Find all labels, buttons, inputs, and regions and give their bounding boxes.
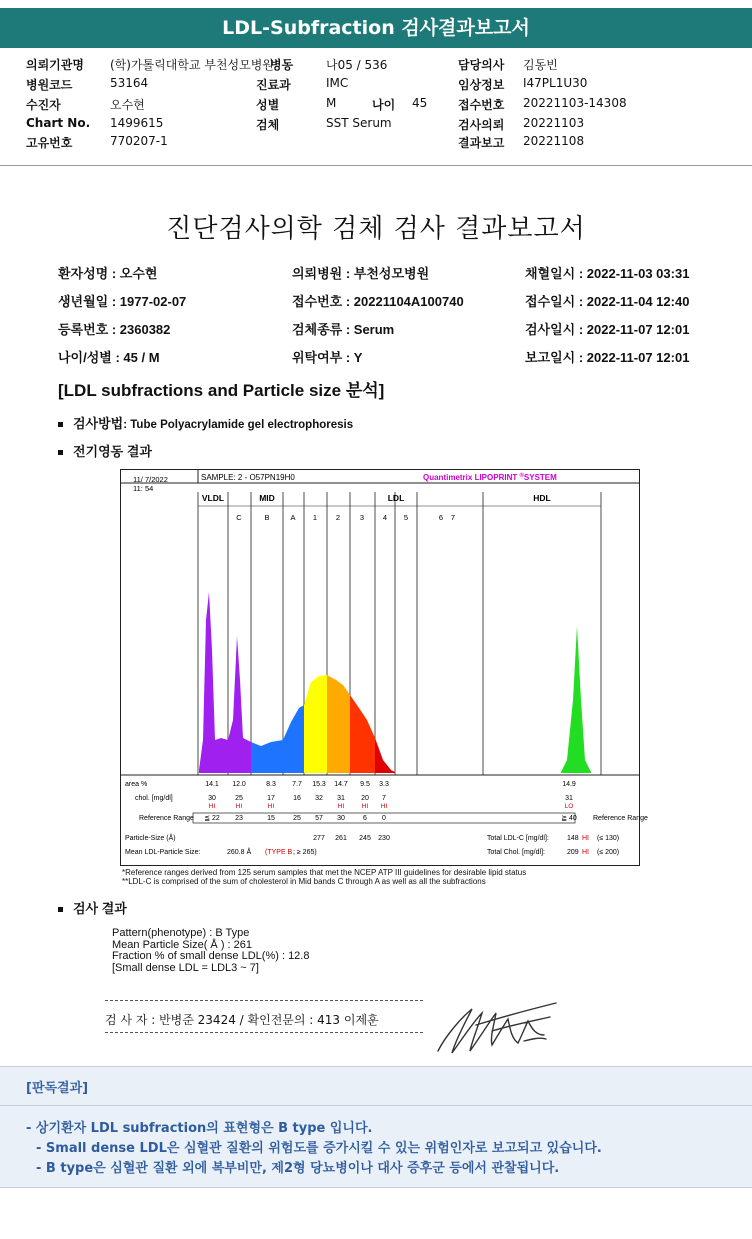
interpretation-title: [판독결과] — [26, 1081, 89, 1096]
info-age-sex: 나이/성별 : 45 / M — [58, 350, 160, 365]
result-label: 검사 결과 — [73, 901, 127, 916]
area-value: 15.3 — [312, 781, 326, 788]
header-info — [0, 54, 752, 156]
chart-notes — [122, 868, 526, 886]
dept-label: 진료과 — [256, 78, 291, 92]
patient-value: 오수현 — [110, 98, 145, 112]
chol-value: 30 — [208, 795, 216, 802]
note-line: *Reference ranges derived from 125 serum samples that met the NCEP ATP III guidelines for desirable lipid status — [122, 868, 527, 877]
chol-value: 25 — [235, 795, 243, 802]
info-report-time: 보고일시 : 2022-11-07 12:01 — [525, 350, 690, 365]
accession-value: 20221103-14308 — [523, 96, 627, 110]
chol-value: 7 — [382, 795, 386, 802]
info-requesting-hospital: 의뢰병원 : 부천성모병원 — [292, 266, 430, 281]
band-label: C — [236, 513, 242, 522]
clinical-info-label: 임상정보 — [458, 78, 505, 92]
particle-size-label: Particle-Size (Å) — [125, 835, 176, 842]
document-title: 진단검사의학 검체 검사 결과보고서 — [166, 214, 586, 244]
band-label: 1 — [312, 513, 318, 522]
doctor-label: 담당의사 — [458, 58, 505, 72]
info-test-time: 검사일시 : 2022-11-07 12:01 — [525, 322, 690, 337]
result-block — [112, 928, 309, 974]
group-label: VLDL — [201, 493, 225, 503]
clinical-info-value: I47PL1U30 — [523, 76, 588, 90]
chol-value: 32 — [315, 795, 323, 802]
sample-label: SAMPLE: 2 - O57PN19H0 — [201, 473, 295, 482]
result-mean-size: Mean Particle Size( Å ) : 261 — [112, 938, 253, 951]
total-ldl-ref: (≤ 130) — [597, 835, 620, 842]
header-divider — [0, 165, 752, 166]
info-accession-no: 접수번호 : 20221104A100740 — [292, 294, 464, 309]
unique-no-label: 고유번호 — [26, 136, 73, 150]
particle-size-value: 261 — [335, 835, 347, 842]
chol-flag: LO — [564, 803, 574, 810]
bullet-icon — [58, 450, 63, 455]
band-label: 7 — [450, 513, 456, 522]
particle-size-value: 277 — [313, 835, 325, 842]
result-line — [58, 898, 127, 917]
chol-flag: HI — [380, 803, 388, 810]
ref-value: 23 — [235, 815, 243, 822]
lipoprint-chart — [120, 469, 648, 866]
chart-time: 11: 54 — [133, 484, 154, 493]
hospital-code-label: 병원코드 — [26, 78, 73, 92]
interpretation-line: - Small dense LDL은 심혈관 질환의 위험도를 증가시킬 수 있는 위험인자로 보고되고 있습니다. — [36, 1141, 602, 1156]
area-value: 14.1 — [205, 781, 219, 788]
info-received-time: 접수일시 : 2022-11-04 12:40 — [525, 294, 690, 309]
mid-a-peak — [283, 705, 304, 773]
total-ldl-value: 148 — [567, 835, 579, 842]
ldl3-peak — [350, 695, 375, 773]
report-title: LDL-Subfraction 검사결과보고서 — [222, 17, 530, 39]
chol-value: 31 — [337, 795, 345, 802]
group-label: MID — [259, 493, 275, 503]
ref-value: 0 — [382, 815, 386, 822]
section-heading: [LDL subfractions and Particle size 분석] — [58, 381, 385, 400]
group-label: LDL — [387, 493, 405, 503]
signature-image — [432, 995, 562, 1057]
specimen-value: SST Serum — [326, 116, 392, 130]
chol-value: 17 — [267, 795, 275, 802]
ldl1-peak — [304, 675, 327, 773]
brand-label: Quantimetrix LIPOPRINT ®SYSTEM — [423, 473, 557, 482]
inspector-line: 검 사 자 : 반병준 23424 / 확인전문의 : 413 이제훈 — [105, 1013, 379, 1027]
chol-flag: HI — [235, 803, 243, 810]
mid-c-peak — [228, 636, 251, 773]
info-registration-no: 등록번호 : 2360382 — [58, 322, 171, 337]
ref-value: 25 — [293, 815, 301, 822]
area-value: 14.9 — [562, 781, 576, 788]
chol-value: 20 — [361, 795, 369, 802]
chol-flag: HI — [208, 803, 216, 810]
chol-flag: HI — [267, 803, 275, 810]
result-fraction: Fraction % of small dense LDL(%) : 12.8 — [112, 950, 310, 962]
total-chol-value: 209 — [567, 849, 579, 856]
mean-ps-label: Mean LDL-Particle Size: — [125, 849, 201, 856]
interpretation-line: - B type은 심혈관 질환 외에 복부비만, 제2형 당뇨병이나 대사 증후군 등에서 관찰됩니다. — [36, 1161, 560, 1176]
chol-label: chol. [mg/dl] — [135, 795, 173, 802]
accession-label: 접수번호 — [458, 98, 505, 112]
hospital-value: (학)가톨릭대학교 부천성모병원 — [110, 58, 274, 72]
unique-no-value: 770207-1 — [110, 134, 168, 148]
note-line: **LDL-C is comprised of the sum of cholesterol in Mid bands C through A as well as all the subfractions — [122, 877, 486, 886]
total-chol-label: Total Chol. [mg/dl]: — [487, 849, 545, 856]
area-value: 12.0 — [232, 781, 246, 788]
hospital-label: 의뢰기관명 — [26, 58, 84, 72]
band-label: B — [264, 513, 270, 522]
age-label: 나이 — [372, 98, 396, 112]
area-label: area % — [125, 781, 148, 788]
patient-label: 수진자 — [26, 98, 61, 112]
chart-no-label: Chart No. — [26, 116, 91, 130]
ref-value: 30 — [337, 815, 345, 822]
ldl4-peak — [375, 738, 395, 773]
particle-size-value: 245 — [359, 835, 371, 842]
mean-ps-type: (TYPE B — [265, 849, 293, 856]
specimen-label: 검체 — [256, 118, 280, 132]
bullet-icon — [58, 907, 63, 912]
sex-value: M — [326, 96, 337, 110]
chart-svg — [121, 470, 648, 865]
ref-label: Reference Range — [139, 815, 194, 822]
dashed-divider — [105, 1000, 423, 1001]
hospital-code-value: 53164 — [110, 76, 149, 90]
hdl-peak — [561, 626, 591, 773]
method-value: : Tube Polyacrylamide gel electrophoresis — [123, 419, 354, 431]
total-ldl-flag: HI — [582, 835, 589, 842]
method-line — [58, 413, 353, 432]
area-value: 14.7 — [334, 781, 348, 788]
ref-label-right: Reference Range — [593, 815, 648, 822]
report-date-value: 20221108 — [523, 134, 585, 148]
report-date-label: 결과보고 — [458, 136, 505, 150]
mid-b-peak — [251, 740, 283, 773]
method-label: 검사방법 — [73, 416, 124, 431]
info-patient-name: 환자성명 : 오수현 — [58, 266, 158, 281]
band-label: 2 — [335, 513, 341, 522]
area-value: 9.5 — [360, 781, 370, 788]
chart-no-value: 1499615 — [110, 116, 164, 130]
band-label: 4 — [382, 513, 388, 522]
chol-value: 31 — [565, 795, 573, 802]
electrophoresis-label: 전기영동 결과 — [73, 444, 152, 459]
info-specimen-type: 검체종류 : Serum — [292, 322, 395, 337]
area-value: 3.3 — [379, 781, 389, 788]
bullet-icon — [58, 422, 63, 427]
request-date-label: 검사의뢰 — [458, 118, 505, 132]
chol-flag: HI — [361, 803, 369, 810]
ref-value: ≧ 40 — [561, 815, 577, 822]
band-label: A — [290, 513, 296, 522]
request-date-value: 20221103 — [523, 116, 585, 130]
vldl-peak — [199, 592, 228, 773]
chol-flag: HI — [337, 803, 345, 810]
result-definition: [Small dense LDL = LDL3 ~ 7] — [112, 961, 259, 974]
ldl2-peak — [327, 675, 350, 773]
chart-date: 11/ 7/2022 — [133, 475, 168, 484]
mean-ps-ref: ; ≥ 265) — [293, 849, 317, 856]
panel-divider — [0, 1105, 752, 1106]
ref-value: ≦ 22 — [204, 815, 220, 822]
total-chol-ref: (≤ 200) — [597, 849, 620, 856]
ref-value: 57 — [315, 815, 323, 822]
total-ldl-label: Total LDL-C [mg/dl]: — [487, 835, 549, 842]
band-label: 6 — [438, 513, 444, 522]
ward-value: 나05 / 536 — [326, 58, 388, 72]
total-chol-flag: HI — [582, 849, 589, 856]
band-label: 3 — [359, 513, 365, 522]
area-value: 8.3 — [266, 781, 276, 788]
report-title-bar — [0, 8, 752, 48]
area-value: 7.7 — [292, 781, 302, 788]
band-label: 5 — [403, 513, 409, 522]
mean-ps-value: 260.8 Å — [227, 849, 252, 856]
age-value: 45 — [412, 96, 428, 110]
info-birth-date: 생년월일 : 1977-02-07 — [58, 294, 187, 309]
ref-value: 15 — [267, 815, 275, 822]
dept-value: IMC — [326, 76, 349, 90]
interpretation-panel — [0, 1066, 752, 1188]
info-outsourced: 위탁여부 : Y — [292, 350, 363, 365]
ref-value: 6 — [363, 815, 367, 822]
result-phenotype: Pattern(phenotype) : B Type — [112, 927, 250, 939]
sex-label: 성별 — [256, 98, 280, 112]
chol-value: 16 — [293, 795, 301, 802]
particle-size-value: 230 — [378, 835, 390, 842]
dashed-divider — [105, 1032, 423, 1033]
info-collection-time: 채혈일시 : 2022-11-03 03:31 — [525, 266, 690, 281]
electrophoresis-line — [58, 441, 152, 460]
ward-label: 병동 — [270, 58, 294, 72]
interpretation-line: - 상기환자 LDL subfraction의 표현형은 B type 입니다. — [26, 1121, 373, 1136]
doctor-value: 김동빈 — [523, 58, 558, 72]
group-label: HDL — [533, 493, 551, 503]
